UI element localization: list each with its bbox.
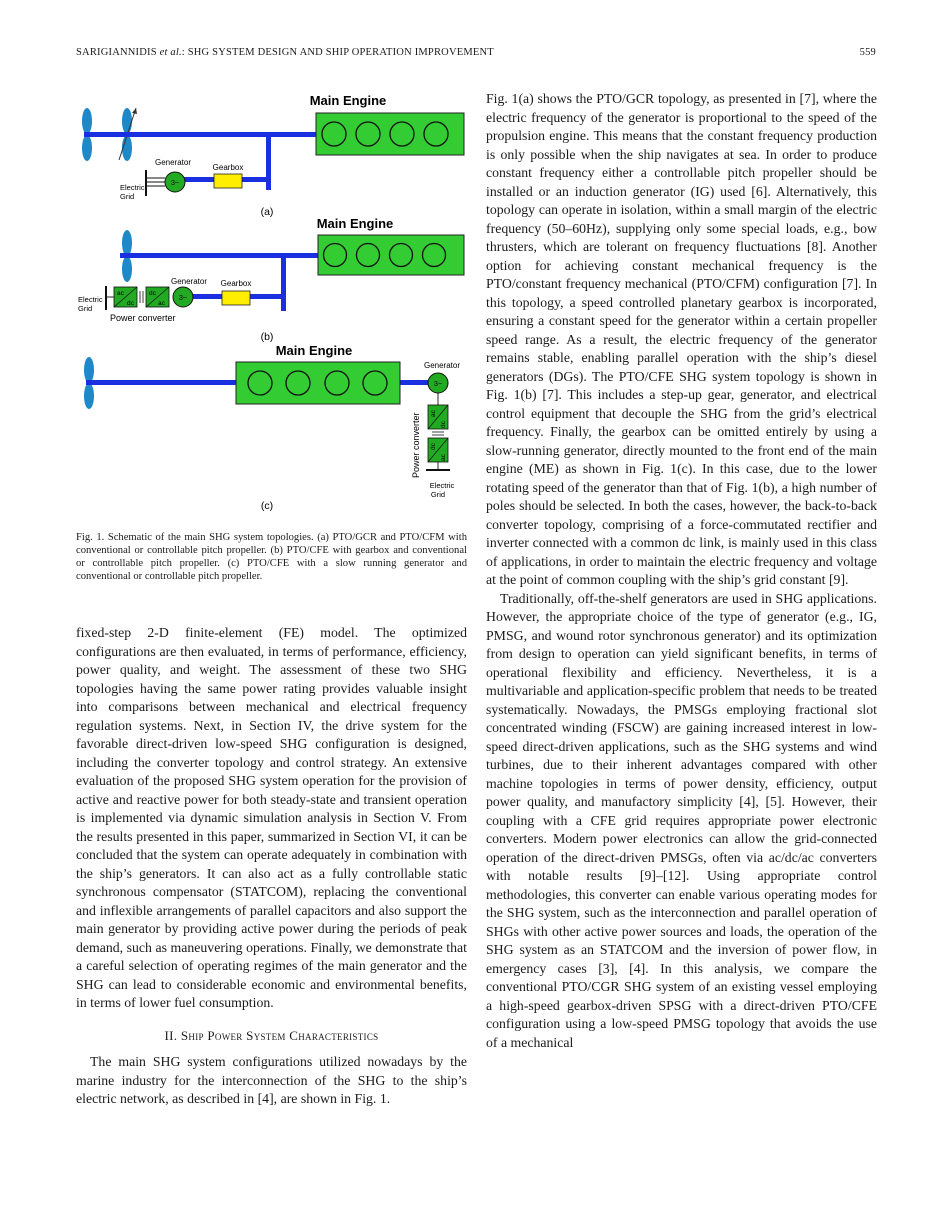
section-number: II. [164,1027,181,1043]
panel-b [78,216,464,343]
b-shaft [120,253,318,258]
c-power-converter [428,405,448,462]
c-conv1-ac: ac [430,410,437,417]
c-conv1-dc: dc [440,421,447,428]
a-grid-label-1: Electric [120,183,145,192]
b-power-converter [114,287,169,307]
right-paragraph-1: Fig. 1(a) shows the PTO/GCR topology, as presented in [7], where the electric frequency of the generator is proportional to the speed of the propulsion engine. This means that the constant frequency production is only possible when the ship navigates at sea. In order to produce constant frequency either a controllable pitch propeller should be installed or an induction generator (IG) used [6]. Alternatively, this topology can operate in isolation, within a small margin of the electric frequency (50–60Hz), supplying only some special loads, e.g., bow thrusters, which are tolerant on frequency fluctuations [8]. Another option for achieving constant mechanical frequency is the PTO/constant frequency mechanical (PTO/CFM) configuration [7]. In this topology, a speed controlled planetary gearbox is incorporated, ensuring a constant speed for the generator within a certain propeller speed range. As a result, the electric frequency of the generator remains stable, enabling parallel operation with the ship’s diesel generators (DGs). The PTO/CFE SHG system topology is shown in Fig. 1(b) [7]. This includes a step-up gear, generator, and electrical control equipment that decouple the SHG from the grid’s electrical frequency. Finally, the gearbox can be omitted entirely by using a slow-running generator, directly mounted to the front end of the main engine (ME) as shown in Fig. 1(c). In this case, due to the lower rotating speed of the generator than that of Fig. 1(b), a high number of poles should be selected. In both the cases, however, the back-to-back converter topology, comprising of a force-commutated rectifier and inverter connected with a common dc link, is mainly used in this class of applications, in order to maintain the electric frequency and voltage at the point of common coupling with the ship’s grid constant [9]. [486,91,877,587]
c-main-engine-label: Main Engine [275,343,353,358]
panel-a [82,93,464,218]
c-panel-label: (c) [260,500,274,512]
c-grid-label-2: Grid [430,490,446,499]
panel-c [84,343,460,512]
b-gear-vertical [281,253,286,311]
c-conv2-ac: ac [440,454,447,461]
page-number: 559 [859,47,876,58]
a-panel-label: (a) [260,206,274,218]
left-paragraph-2: The main SHG system configurations utilized nowadays by the marine industry for the interconnection of the SHG to the ship’s electric network, as described in [4], are shown in Fig. 1. [76,1054,467,1106]
a-gearbox-label: Gearbox [212,163,244,172]
c-conv2-dc: dc [430,443,437,450]
b-grid-label-1: Electric [78,295,103,304]
left-column [76,624,467,1109]
a-gearbox [214,174,242,188]
a-main-engine-label: Main Engine [309,93,387,108]
c-grid-label-1: Electric [429,481,455,490]
running-header [76,47,876,61]
a-generator-label: Generator [154,158,192,167]
figure-1 [76,86,472,526]
header-title: SARIGIANNIDIS et al.: SHG SYSTEM DESIGN AND SHIP OPERATION IMPROVEMENT [76,47,494,58]
left-paragraph-1: fixed-step 2-D finite-element (FE) model. The optimized configurations are then evaluated, in terms of performance, efficiency, power quality, and weight. The assessment of these two SHG topologies having the same power rating provides valuable insight into comparisons between mechanical and electrical frequency regulation systems. Next, in Section IV, the drive system for the favorable direct-driven low-speed SHG configuration is designed, including the converter topology and control strategy. An extensive evaluation of the proposed SHG system operation for the provision of active and reactive power for both steady-state and transient operation is implemented via dynamic simulation analysis in Section V. From the results presented in this paper, summarized in Section VI, it can be concluded that the system can operate adequately in combination with the ship’s generators. It can also act as a fully controllable static synchronous compensator (STATCOM), replacing the conventional and inflexible arrangements of parallel capacitors and also support the main generator by providing active power during the periods of peak demand, such as maneuvering operations. Finally, we demonstrate that a careful selection of operating regimes of the main generator and the SHG can lead to considerable economic and environmental benefits, in terms of lower fuel consumption. [76,625,467,1010]
a-shaft [84,132,316,137]
b-gearbox [222,291,250,305]
a-gen-symbol: 3~ [171,180,179,187]
b-grid-label-2: Grid [78,304,93,313]
b-panel-label: (b) [260,331,274,343]
b-main-engine [318,235,464,275]
section-heading [76,1027,467,1046]
b-main-engine-label: Main Engine [316,216,394,231]
c-gen-symbol: 3~ [434,381,442,388]
c-main-engine [236,362,400,404]
b-gearbox-label: Gearbox [220,279,252,288]
right-column [486,90,877,1052]
b-conv1-dc: dc [127,300,134,307]
section-title: Ship Power System Characteristics [180,1027,379,1043]
b-conv1-ac: ac [117,290,124,297]
c-generator-label: Generator [423,361,461,370]
a-grid-label-2: Grid [120,192,135,201]
b-converter-label: Power converter [110,313,176,323]
b-conv2-ac: ac [158,300,165,307]
b-gen-symbol: 3~ [179,295,187,302]
b-conv2-dc: dc [149,290,156,297]
right-paragraph-2: Traditionally, off-the-shelf generators are used in SHG applications. However, the appropriate choice of the type of generator (e.g., IG, PMSG, and wound rotor synchronous generator) and its optimization from design to operation can yield significant benefits, in terms of operational flexibility and efficiency. Nevertheless, it is a multivariable and application-specific problem that needs to be treated systematically. Nowadays, the PMSGs employing fractional slot concentrated winding (FSCW) are gaining increased interest in low-speed direct-driven applications, such as the SHG systems and wind turbines, due to their inherent advantages compared with other machine topologies in terms of power density, efficiency, output power quality, and manufactory simplicity [4], [5]. However, their coupling with a CFE grid requires appropriate power electronic converters. Modern power electronics can allow the grid-connected operation of the direct-driven PMSGs, often via ac/dc/ac converters with notable results [9]–[12]. Using appropriate control methodologies, this converter can enable various operating modes for the SHG system, such as the interconnection and parallel operation of SHGs with other active power sources and loads, the operation of the SHG system as an STATCOM and the inversion of power flow, in emergency cases [3], [4]. In this analysis, we compare the conventional PTO/CGR SHG system of an existing vessel employing a high-speed gearbox-driven SPSG with a direct-driven PTO/CFE configuration using a low-speed PMSG topology that avoids the use of a mechanical [486,590,877,1050]
b-generator-label: Generator [170,277,208,286]
figure-caption: Fig. 1. Schematic of the main SHG system topologies. (a) PTO/GCR and PTO/CFM with conventional or controllable pitch propeller. (b) PTO/CFE with gearbox and conventional or controllable pitch propeller. (c) PTO/CFE with a slow running generator and conventional or controllable pitch propeller. [76,532,467,582]
c-converter-label: Power converter [411,412,421,478]
